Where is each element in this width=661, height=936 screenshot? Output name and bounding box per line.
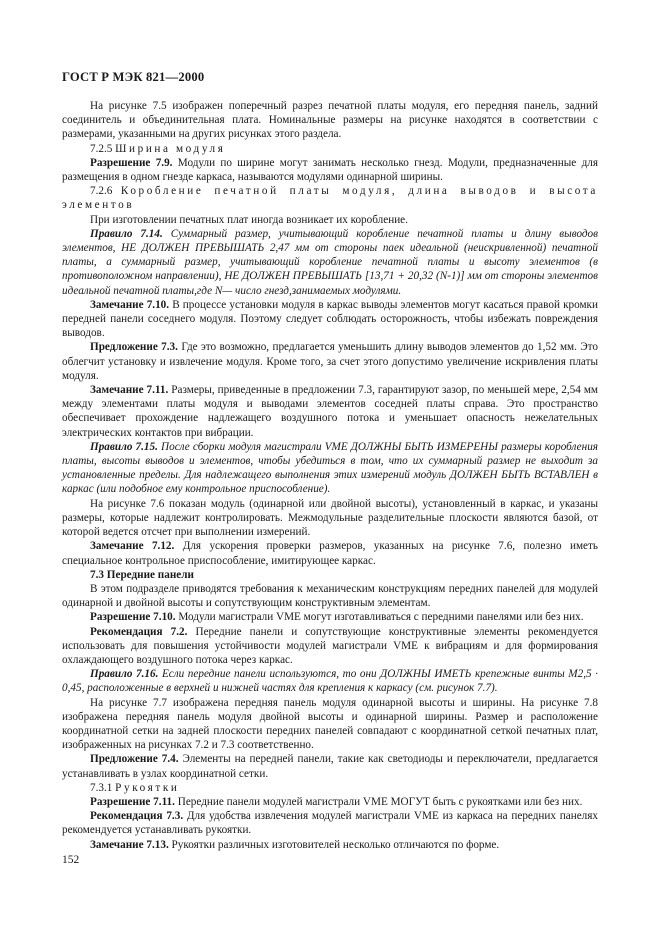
clause-label: Замечание 7.11. <box>90 384 169 397</box>
subsection-7-2-5-heading <box>62 142 598 156</box>
section-number: 7.2.6 <box>90 185 113 198</box>
section-title: Рукоятки <box>115 781 180 794</box>
clause-text: В процессе установки модуля в каркас выводы элементов могут касаться правой кромки передней панели соседнего модуля. Поэтому следует соблюдать осторожность, чтобы избежать повреждения выводов. <box>62 298 598 340</box>
clause-label: Разрешение 7.9. <box>90 156 173 169</box>
clause-label: Замечание 7.13. <box>90 838 169 851</box>
rule-7-16 <box>62 667 598 695</box>
clause-label: Предложение 7.3. <box>90 341 178 354</box>
recommendation-7-2 <box>62 625 598 668</box>
proposal-7-4 <box>62 752 598 780</box>
clause-text: Где это возможно, предлагается уменьшить длину выводов элементов до 1,52 мм. Это облегчит установку и извлечение модуля. Кроме того, за счет этого допустимо увеличение искривления платы модуля. <box>62 341 599 382</box>
section-title: Ширина модуля <box>115 142 226 155</box>
clause-label: Правило 7.15. <box>90 440 158 453</box>
paragraph-fig76: На рисунке 7.6 показан модуль (одинарной или двойной высоты), установленный в каркас, и указаны размеры, которые надлежит контролировать. Межмодульные разделительные плоскости являются базой, от которой ведется отсчет при выполнении измерений. <box>62 497 598 539</box>
section-title: Коробление печатной платы модуля, длина выводов и высота элементов <box>62 185 598 212</box>
standard-header: ГОСТ Р МЭК 821—2000 <box>62 70 205 84</box>
clause-label: Разрешение 7.11. <box>90 795 175 808</box>
clause-label: Предложение 7.4. <box>90 753 179 766</box>
clause-label: Правило 7.14. <box>90 227 163 240</box>
permission-7-9 <box>62 156 598 184</box>
page-number: 152 <box>62 854 80 866</box>
paragraph-warp: При изготовлении печатных плат иногда возникает их коробление. <box>90 213 408 226</box>
note-7-10 <box>62 298 598 341</box>
section-number: 7.3.1 <box>90 781 113 794</box>
proposal-7-3 <box>62 340 598 383</box>
section-number: 7.3 <box>90 568 104 581</box>
clause-text: Элементы на передней панели, такие как светодиоды и переключатели, предлагается устанавливать в узлах координатной сетки. <box>62 753 599 780</box>
clause-label: Рекомендация 7.2. <box>90 625 188 638</box>
section-title: Передние панели <box>106 568 194 581</box>
subsection-7-2-6-heading <box>62 184 598 212</box>
clause-label: Замечание 7.10. <box>90 298 170 311</box>
paragraph-7-3-intro: В этом подразделе приводятся требования к механическим конструкциям передних панелей для модулей одинарной и двойной высоты и сопутствующим конструктивным элементам. <box>62 582 598 610</box>
clause-text: Передние панели модулей магистрали VME МОГУТ быть с рукоятками или без них. <box>174 795 583 808</box>
recommendation-7-3 <box>62 809 598 837</box>
note-7-12 <box>62 539 598 567</box>
clause-label: Замечание 7.12. <box>90 540 175 553</box>
permission-7-10 <box>62 610 598 624</box>
page-body <box>62 99 598 852</box>
rule-7-14 <box>62 227 598 298</box>
clause-text: Размеры, приведенные в предложении 7.3, гарантируют зазор, по меньшей мере, 2,54 мм между элементами платы модуля и выводами элементов соседней платы справа. Это пространство обеспечивает прохождение надлежащего воздушного потока и уменьшает опасность нежелательных электрических контактов при вибрации. <box>62 384 599 439</box>
section-number: 7.2.5 <box>90 142 113 155</box>
note-7-11 <box>62 383 598 440</box>
paragraph-fig77: На рисунке 7.7 изображена передняя панель модуля одинарной высоты и ширины. На рисунке 7.8 изображена передняя панель модуля двойной высоты и одинарной ширины. Размер и расположение координатной сетки на задней плоскости передних панелей совпадают с координатной сеткой печатных плат, изображенных на рисунках 7.2 и 7.3 соответственно. <box>62 696 598 752</box>
subsection-7-3-1-heading <box>62 781 598 795</box>
permission-7-11 <box>62 795 598 809</box>
note-7-13 <box>62 838 598 852</box>
clause-text: После сборки модуля магистрали VME ДОЛЖНЫ БЫТЬ ИЗМЕРЕНЫ размеры коробления платы, высоты выводов и элементов, чтобы убедиться в том, что их суммарный размер не выходит за установленные пределы. Для надлежащего выполнения этих измерений модуль ДОЛЖЕН БЫТЬ ВСТАВЛЕН в каркас (или подобное ему контрольное приспособление). <box>62 440 598 496</box>
clause-label: Разрешение 7.10. <box>90 611 176 624</box>
clause-text: Модули по ширине могут занимать несколько гнезд. Модули, предназначенные для размещения в одном гнезде каркаса, называются модулями одинарной ширины. <box>62 156 598 184</box>
clause-text: Передние панели и сопутствующие конструктивные элементы рекомендуется использовать для повышения устойчивости модулей магистрали VME к вибрациям и для формирования охлаждающего воздушного потока через каркас. <box>62 625 598 666</box>
clause-text: Модули магистрали VME могут изготавливаться с передними панелями или без них. <box>175 611 584 624</box>
clause-text: Для ускорения проверки размеров, указанных на рисунке 7.6, полезно иметь специальное контрольное приспособление, имитирующее каркас. <box>62 540 598 567</box>
clause-label: Рекомендация 7.3. <box>90 810 184 823</box>
clause-text: Если передние панели используются, то они ДОЛЖНЫ ИМЕТЬ крепежные винты М2,5 · 0,45, расположенные в верхней и нижней частях для крепления к каркасу (см. рисунок 7.7). <box>62 668 598 695</box>
section-7-3-heading <box>62 568 598 582</box>
clause-text: Для удобства извлечения модулей магистрали VME из каркаса на передних панелях рекомендуется устанавливать рукоятки. <box>62 810 599 837</box>
paragraph-fig75: На рисунке 7.5 изображен поперечный разрез печатной платы модуля, его передняя панель, задний соединитель и объединительная плата. Номинальные размеры на рисунке находятся в соответствии с размерами, указанными на других рисунках этого раздела. <box>62 100 598 141</box>
clause-label: Правило 7.16. <box>90 668 159 681</box>
rule-7-15 <box>62 440 598 497</box>
clause-text: Суммарный размер, учитывающий коробление печатной платы и длину выводов элементов, НЕ ДОЛЖЕН ПРЕВЫШАТЬ 2,47 мм от стороны паек идеальной (неискривленной) печатной платы, а суммарный размер, учитывающий коробление печатной платы и высоту элементов (в противоположном направлении), НЕ ДОЛЖЕН ПРЕВЫШАТЬ [13,71 + 20,32 (N-1)] мм от стороны элементов идеальной печатной платы,где N— число гнезд,занимаемых модулями. <box>62 227 598 297</box>
clause-text: Рукоятки различных изготовителей несколько отличаются по форме. <box>168 838 500 851</box>
